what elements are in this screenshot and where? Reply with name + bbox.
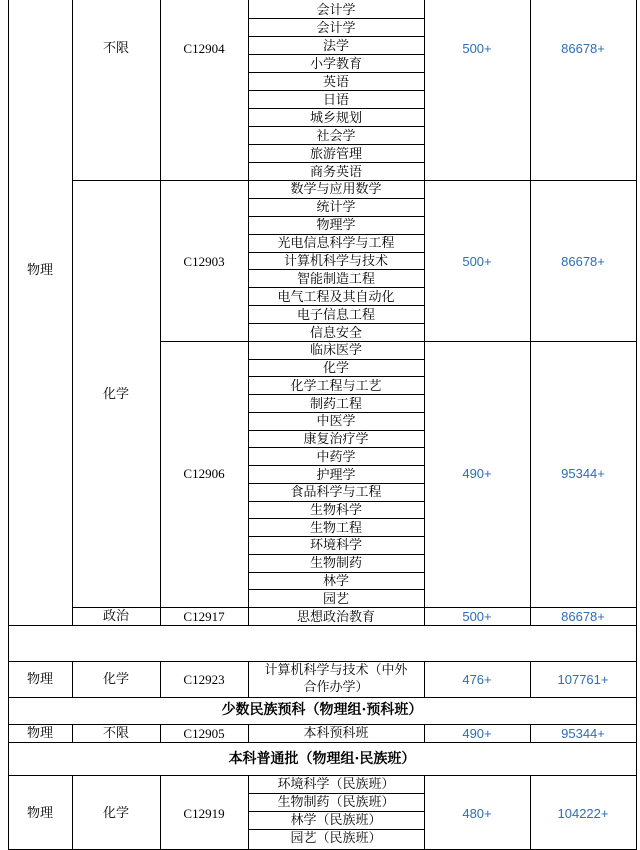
min-rank: 95344+ <box>561 466 605 481</box>
group-code: C12904 <box>183 41 225 56</box>
min-score: 490+ <box>462 726 492 741</box>
major-name: 中医学 <box>316 414 356 430</box>
elective-cell: 不限 <box>102 726 129 741</box>
elective-cell: 化学 <box>102 672 129 687</box>
min-rank: 104222+ <box>557 806 609 821</box>
major-name: 环境科学（民族班） <box>277 777 395 792</box>
min-score: 476+ <box>462 672 492 687</box>
row-divider <box>248 501 425 502</box>
min-score: 500+ <box>462 609 492 624</box>
elective-cell: 化学 <box>102 387 129 402</box>
row-divider <box>248 162 425 163</box>
group-code: C12923 <box>183 672 225 687</box>
row-divider <box>248 90 425 91</box>
row-divider <box>248 144 425 145</box>
major-name: 临床医学 <box>309 343 362 359</box>
row-divider <box>248 394 425 395</box>
major-name: 护理学 <box>316 467 356 483</box>
major-name: 英语 <box>322 74 349 90</box>
row-divider <box>248 359 425 360</box>
elective-cell: 化学 <box>102 806 129 821</box>
major-name: 生物制药 <box>309 556 362 572</box>
major-name: 物理学 <box>316 218 356 234</box>
row-divider <box>248 412 425 413</box>
major-name: 化学工程与工艺 <box>290 378 382 394</box>
major-name: 生物制药（民族班） <box>277 795 395 810</box>
min-rank: 86678+ <box>561 41 605 56</box>
major-name: 小学教育 <box>309 56 362 72</box>
row-divider <box>248 572 425 573</box>
elective-cell: 不限 <box>102 41 129 56</box>
min-score: 490+ <box>462 466 492 481</box>
row-divider <box>248 305 425 306</box>
group-code: C12905 <box>183 726 225 741</box>
major-name: 日语 <box>322 92 349 108</box>
major-name: 电子信息工程 <box>296 307 375 323</box>
subject-cell: 物理 <box>26 672 53 687</box>
row-divider <box>248 18 425 19</box>
major-name: 电气工程及其自动化 <box>277 289 395 305</box>
major-name: 法学 <box>322 38 349 54</box>
major-name: 光电信息科学与工程 <box>277 236 395 252</box>
major-name: 食品科学与工程 <box>290 485 382 501</box>
row-divider <box>248 465 425 466</box>
row-divider <box>248 72 425 73</box>
major-name: 制药工程 <box>309 396 362 412</box>
row-divider <box>248 252 425 253</box>
major-name: 旅游管理 <box>309 146 362 162</box>
row-divider <box>248 216 425 217</box>
min-score: 500+ <box>462 41 492 56</box>
min-rank: 86678+ <box>561 609 605 624</box>
row-divider <box>248 323 425 324</box>
row-divider <box>248 126 425 127</box>
min-rank: 107761+ <box>557 672 609 687</box>
major-name: 数学与应用数学 <box>290 182 382 198</box>
min-score: 500+ <box>462 254 492 269</box>
row-divider <box>248 376 425 377</box>
min-score: 480+ <box>462 806 492 821</box>
major-name: 化学 <box>322 361 349 377</box>
min-rank: 95344+ <box>561 726 605 741</box>
major-name: 智能制造工程 <box>296 271 375 287</box>
row-divider <box>248 430 425 431</box>
row-divider <box>248 234 425 235</box>
major-name: 思想政治教育 <box>296 609 375 625</box>
row-divider <box>248 36 425 37</box>
row-divider <box>248 108 425 109</box>
major-name: 合作办学） <box>303 680 369 695</box>
subject-cell: 物理 <box>26 726 53 741</box>
group-code: C12917 <box>183 609 225 624</box>
major-name: 环境科学 <box>309 538 362 554</box>
subject-cell: 物理 <box>26 263 53 278</box>
major-name: 生物工程 <box>309 520 362 536</box>
group-code: C12906 <box>183 466 225 481</box>
major-name: 会计学 <box>316 2 356 18</box>
major-name: 城乡规划 <box>309 110 362 126</box>
row-divider <box>248 287 425 288</box>
row-divider <box>248 589 425 590</box>
major-name: 园艺（民族班） <box>290 831 382 846</box>
min-rank: 86678+ <box>561 254 605 269</box>
group-code: C12919 <box>183 806 225 821</box>
major-name: 会计学 <box>316 20 356 36</box>
major-name: 社会学 <box>316 128 356 144</box>
major-name: 统计学 <box>316 200 356 216</box>
major-name: 计算机科学与技术（中外 <box>264 663 408 678</box>
row-divider <box>248 447 425 448</box>
elective-cell: 政治 <box>102 609 129 624</box>
section-heading: 本科普通批（物理组·民族班） <box>228 751 416 767</box>
major-name: 康复治疗学 <box>303 432 369 447</box>
major-name: 商务英语 <box>309 164 362 180</box>
major-name: 林学 <box>322 573 349 589</box>
row-divider <box>248 54 425 55</box>
major-name: 生物科学 <box>309 503 362 518</box>
row-divider <box>248 198 425 199</box>
major-name: 园艺 <box>322 591 349 607</box>
row-divider <box>248 554 425 555</box>
subject-cell: 物理 <box>26 806 53 821</box>
row-divider <box>248 518 425 519</box>
row-divider <box>248 536 425 537</box>
major-name: 计算机科学与技术 <box>283 254 388 269</box>
group-code: C12903 <box>183 254 225 269</box>
row-divider <box>248 483 425 484</box>
major-name: 林学（民族班） <box>290 813 382 828</box>
major-name: 信息安全 <box>309 325 362 341</box>
row-divider <box>248 269 425 270</box>
major-name: 本科预科班 <box>303 726 369 741</box>
major-name: 中药学 <box>316 449 356 465</box>
section-heading: 少数民族预科（物理组·预科班） <box>221 702 423 718</box>
